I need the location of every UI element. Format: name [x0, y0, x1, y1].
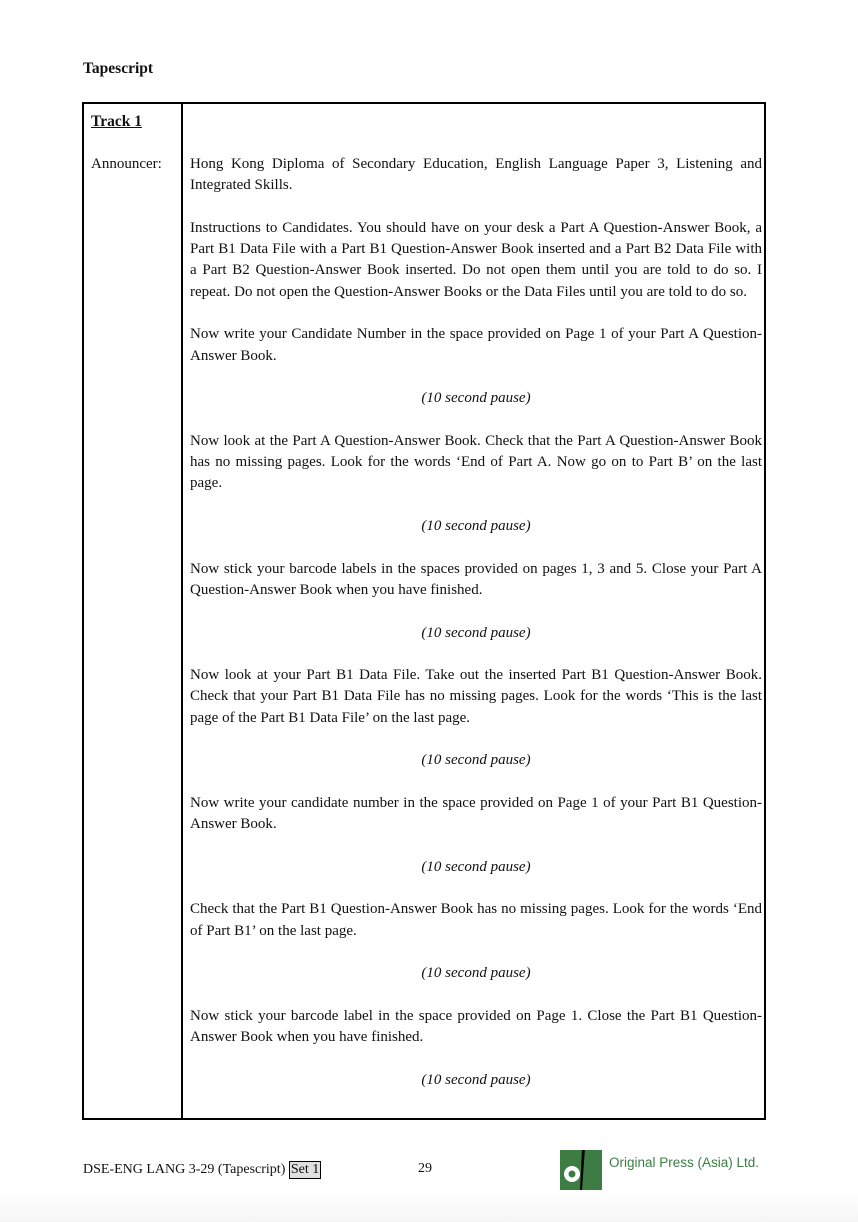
pause-direction: (10 second pause): [421, 624, 531, 641]
speaker-label: Announcer:: [91, 156, 162, 172]
footer-doc-code: [83, 1161, 321, 1179]
pause-direction: (10 second pause): [421, 858, 531, 875]
page-number: 29: [418, 1161, 432, 1176]
publisher-name: Original Press (Asia) Ltd.: [609, 1155, 760, 1170]
tapescript-table: [82, 102, 766, 1120]
script-paragraph: Now write your Candidate Number in the space provided on Page 1 of your Part A Question-Answer Book.: [190, 326, 762, 364]
pause-direction: (10 second pause): [421, 518, 531, 535]
script-paragraph: Now look at your Part B1 Data File. Take out the inserted Part B1 Question-Answer Book. Check that your Part B1 Data File has no missing pages. Look for the words ‘This is the last page of the Part B1 Data File’ on the last page.: [190, 667, 762, 726]
pause-direction: (10 second pause): [421, 752, 531, 769]
track-title: Track 1: [91, 113, 142, 130]
script-paragraph: Now write your candidate number in the space provided on Page 1 of your Part B1 Question-Answer Book.: [190, 794, 762, 833]
pause-direction: (10 second pause): [421, 965, 531, 982]
column-divider: [181, 104, 183, 1118]
script-paragraph: Now look at the Part A Question-Answer Book. Check that the Part A Question-Answer Book has no missing pages. Look for the words ‘End of Part A. Now go on to Part B’ on the last page.: [190, 432, 762, 492]
script-paragraph: Instructions to Candidates. You should have on your desk a Part A Question-Answer Book, a Part B1 Data File with a Part B1 Question-Answer Book inserted and a Part B2 Data File with a Part B2 Question-Answer Book inserted. Do not open them until you are told to do so. I repeat. Do not open the Question-Answer Books or the Data Files until you are told to do so.: [190, 219, 762, 300]
pause-direction: (10 second pause): [421, 390, 531, 407]
script-paragraph: Check that the Part B1 Question-Answer Book has no missing pages. Look for the words ‘End of Part B1’ on the last page.: [190, 901, 762, 939]
set-label: Set 1: [290, 1162, 320, 1177]
script-paragraph: Hong Kong Diploma of Secondary Education, English Language Paper 3, Listening and Integrated Skills.: [190, 156, 762, 194]
original-press-logo-icon: [560, 1150, 602, 1190]
script-paragraph: Now stick your barcode label in the space provided on Page 1. Close the Part B1 Question-Answer Book when you have finished.: [190, 1007, 762, 1046]
script-column: [190, 154, 762, 1112]
doc-code: DSE-ENG LANG 3-29 (Tapescript): [83, 1162, 286, 1177]
script-paragraph: Now stick your barcode labels in the spaces provided on pages 1, 3 and 5. Close your Part A Question-Answer Book when you have finished.: [190, 560, 762, 598]
page-heading: Tapescript: [83, 60, 154, 77]
pause-direction: (10 second pause): [421, 1071, 531, 1088]
logo-left-hole: [569, 1171, 576, 1178]
